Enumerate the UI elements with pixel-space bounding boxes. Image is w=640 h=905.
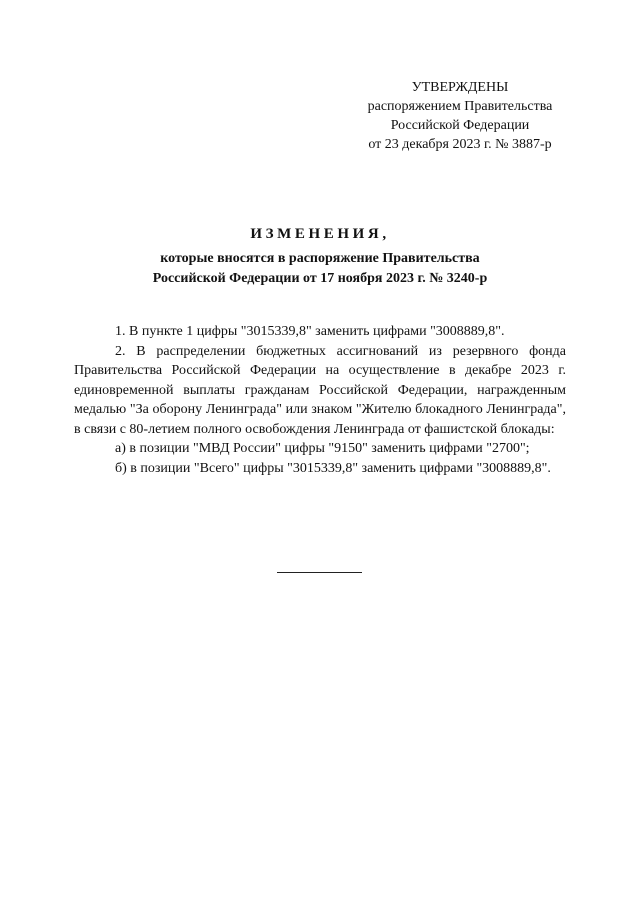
approval-date-line: от 23 декабря 2023 г. № 3887-р: [368, 137, 552, 152]
end-rule: [277, 572, 362, 573]
approval-block: [340, 78, 580, 154]
subtitle-line-1: которые вносятся в распоряжение Правительства: [160, 251, 480, 266]
subtitle-line-2: Российской Федерации от 17 ноября 2023 г. № 3240-р: [152, 271, 488, 286]
paragraph-2: 2. В распределении бюджетных ассигнований из резервного фонда Правительства Российской Федерации на осуществление в декабре 2023 г. единовременной выплаты гражданам Российской Федерации, награжденным медалью "За оборону Ленинграда" или знаком "Жителю блокадного Ленинграда", в связи с 80-летием полного освобождения Ленинграда от фашистской блокады:: [74, 343, 566, 437]
paragraph-2b: б) в позиции "Всего" цифры "3015339,8" заменить цифрами "3008889,8".: [115, 460, 551, 476]
approval-order-line: распоряжением Правительства: [367, 99, 553, 114]
paragraph-2a: а) в позиции "МВД России" цифры "9150" заменить цифрами "2700";: [115, 441, 530, 456]
document-subtitle: [120, 249, 520, 289]
approval-heading: УТВЕРЖДЕНЫ: [411, 80, 509, 95]
paragraph-1: 1. В пункте 1 цифры "3015339,8" заменить цифрами "3008889,8".: [115, 324, 505, 339]
document-title: ИЗМЕНЕНИЯ,: [250, 226, 390, 242]
approval-authority-line: Российской Федерации: [390, 118, 530, 133]
document-body: [74, 322, 566, 478]
